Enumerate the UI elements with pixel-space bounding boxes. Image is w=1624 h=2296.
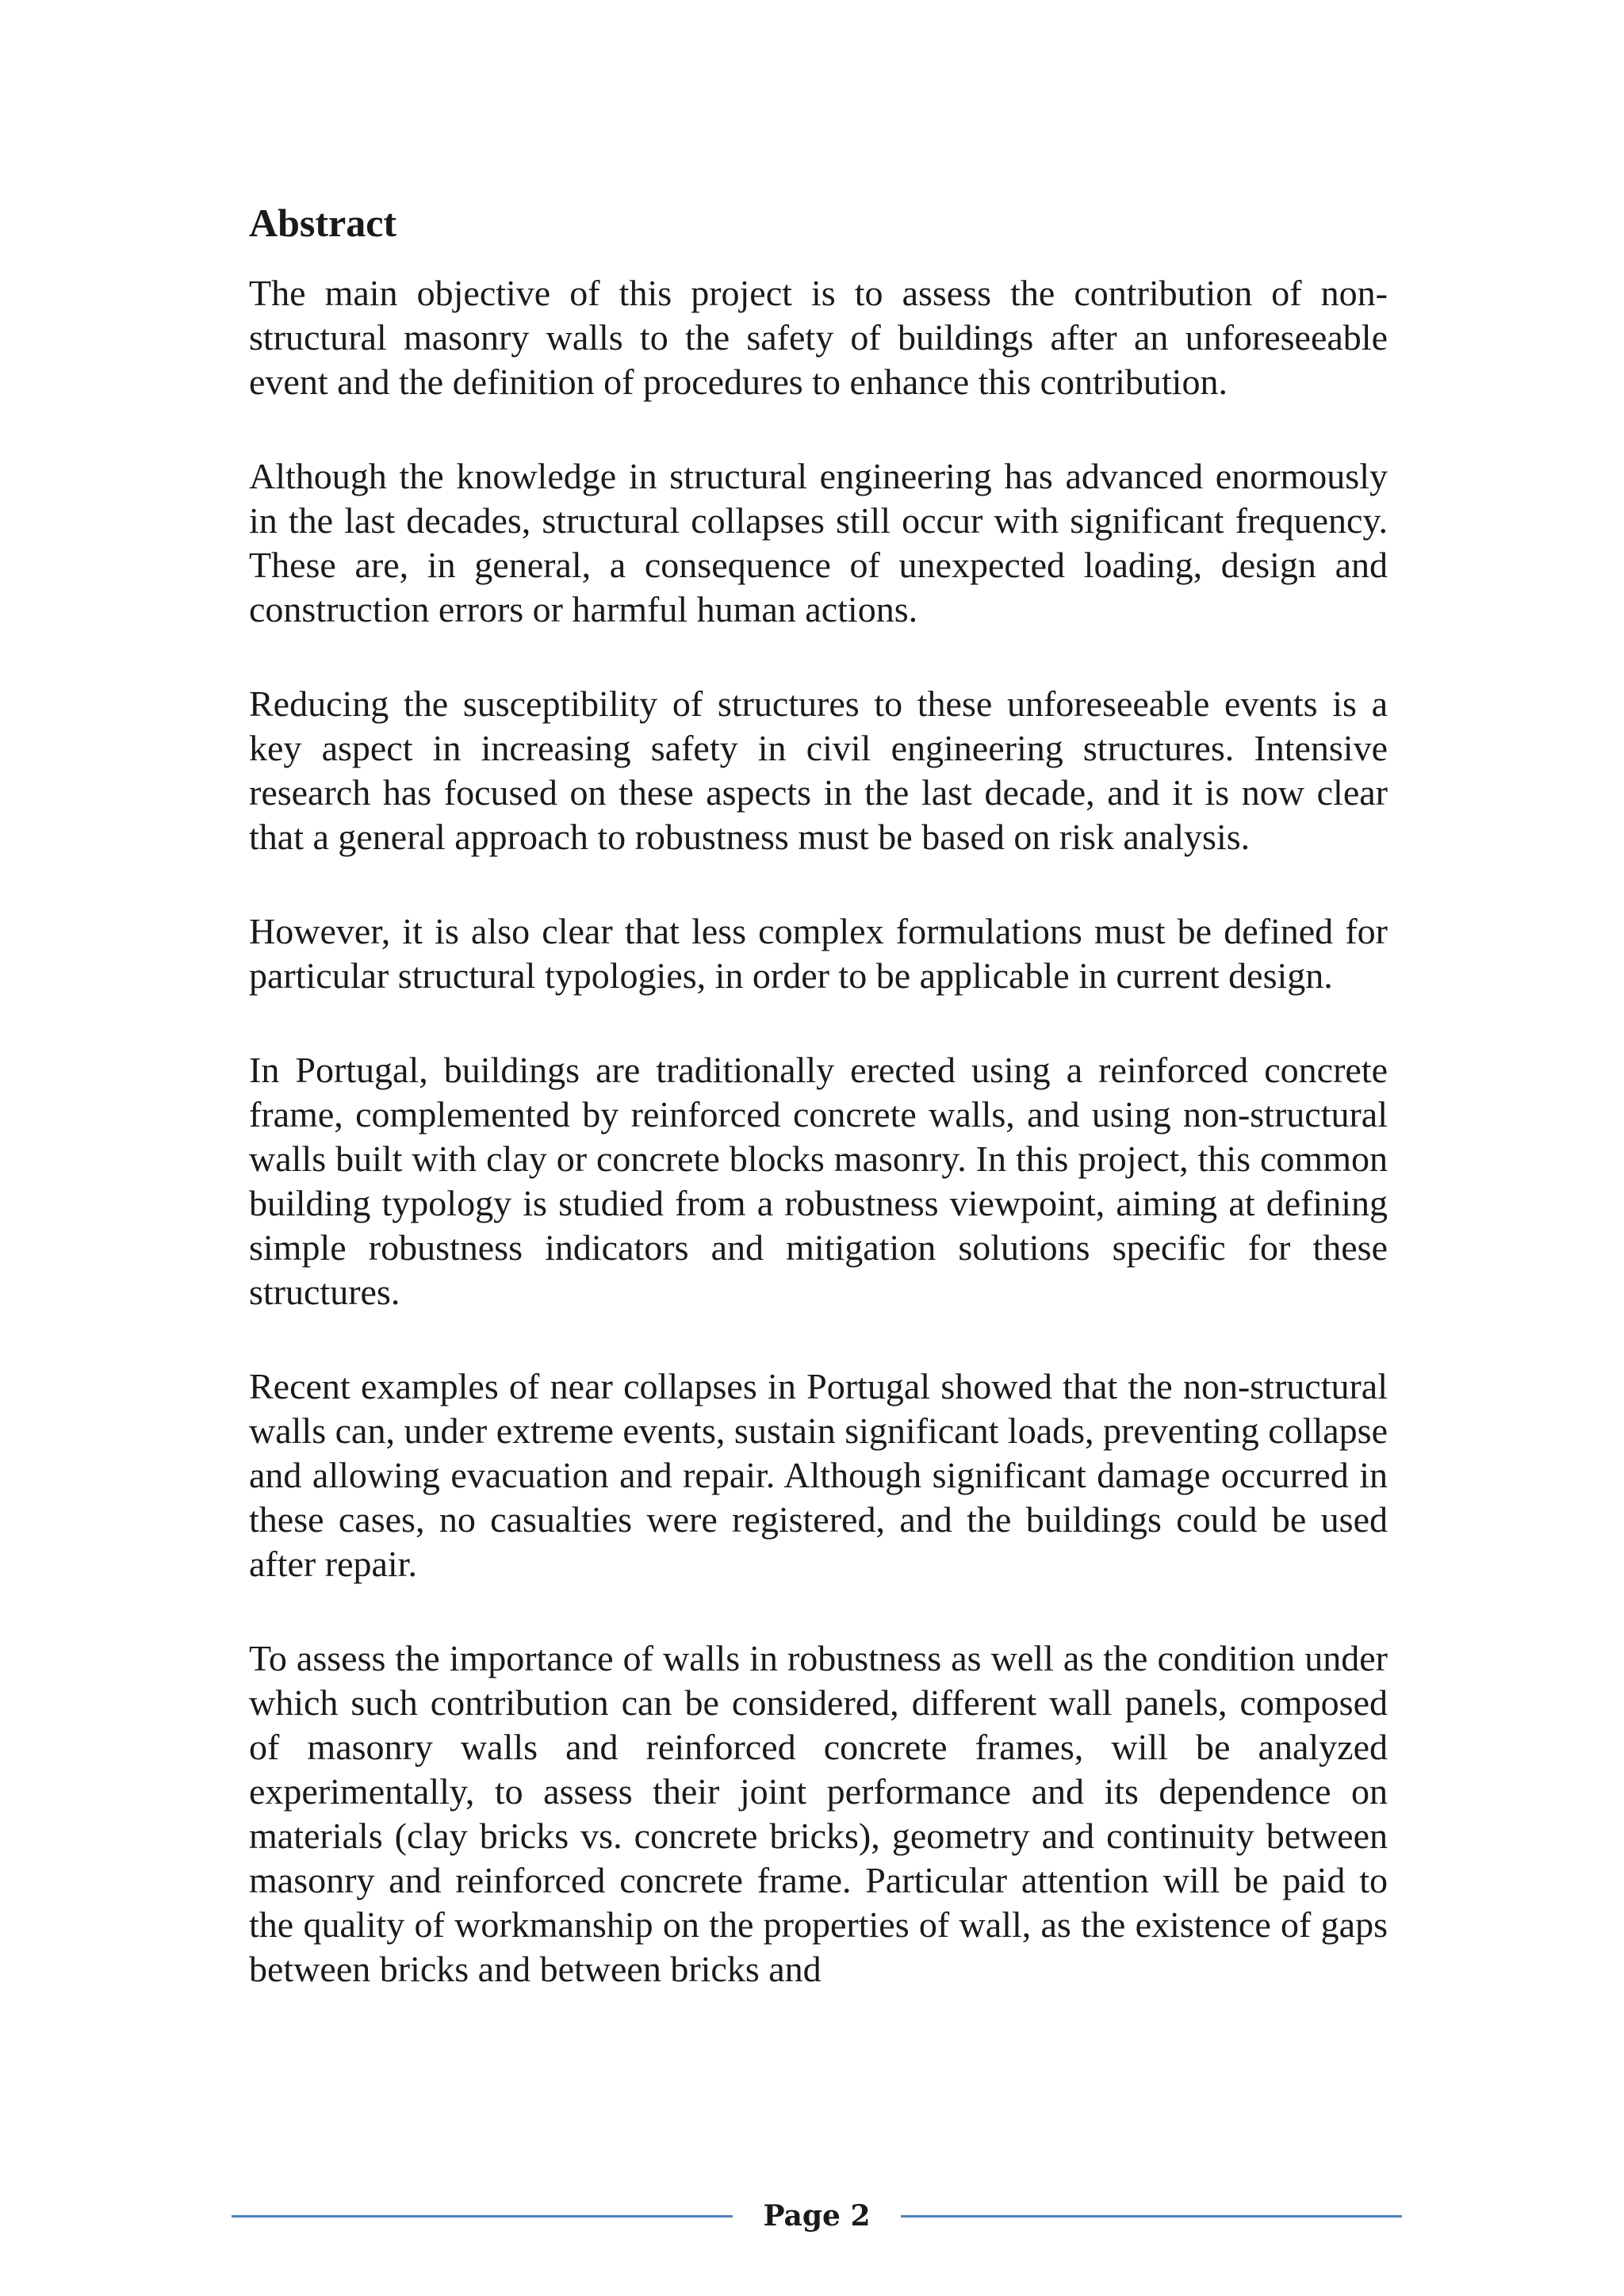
abstract-paragraph-5: In Portugal, buildings are traditionally erected using a reinforced concrete frame, complemented by reinforced concrete walls, and using non-structural walls built with clay or concrete blocks masonry. In this project, this common building typology is studied from a robustness viewpoint, aiming at defining simple robustness indicators and mitigation solutions specific for these structures. xyxy=(249,1050,1388,1312)
footer-rule-left xyxy=(232,2215,733,2218)
abstract-paragraph-4: However, it is also clear that less complex formulations must be defined for particular structural typologies, in order to be applicable in current design. xyxy=(249,911,1388,996)
page-body xyxy=(249,197,1388,2042)
abstract-paragraph-1: The main objective of this project is to assess the contribution of non-structural masonry walls to the safety of buildings after an unforeseeable event and the definition of procedures to enhance this contribution. xyxy=(249,273,1388,402)
abstract-paragraph-2: Although the knowledge in structural engineering has advanced enormously in the last decades, structural collapses still occur with significant frequency. These are, in general, a consequence of unexpected loading, design and construction errors or harmful human actions. xyxy=(249,456,1388,629)
abstract-paragraph-3: Reducing the susceptibility of structures to these unforeseeable events is a key aspect in increasing safety in civil engineering structures. Intensive research has focused on these aspects in the last decade, and it is now clear that a general approach to robustness must be based on risk analysis. xyxy=(249,683,1388,857)
footer-rule-right xyxy=(901,2215,1402,2218)
page-number: Page 2 xyxy=(763,2199,871,2233)
page-footer xyxy=(232,2193,1402,2239)
abstract-paragraph-7: To assess the importance of walls in robustness as well as the condition under which such contribution can be considered, different wall panels, composed of masonry walls and reinforced concrete frames, will be analyzed experimentally, to assess their joint performance and its dependence on materials (clay bricks vs. concrete bricks), geometry and continuity between masonry and reinforced concrete frame. Particular attention will be paid to the quality of workmanship on the properties of wall, as the existence of gaps between bricks and between bricks and xyxy=(249,1638,1388,1989)
abstract-paragraph-6: Recent examples of near collapses in Portugal showed that the non-structural walls can, under extreme events, sustain significant loads, preventing collapse and allowing evacuation and repair. Although significant damage occurred in these cases, no casualties were registered, and the buildings could be used after repair. xyxy=(249,1366,1388,1584)
abstract-heading: Abstract xyxy=(249,201,397,245)
